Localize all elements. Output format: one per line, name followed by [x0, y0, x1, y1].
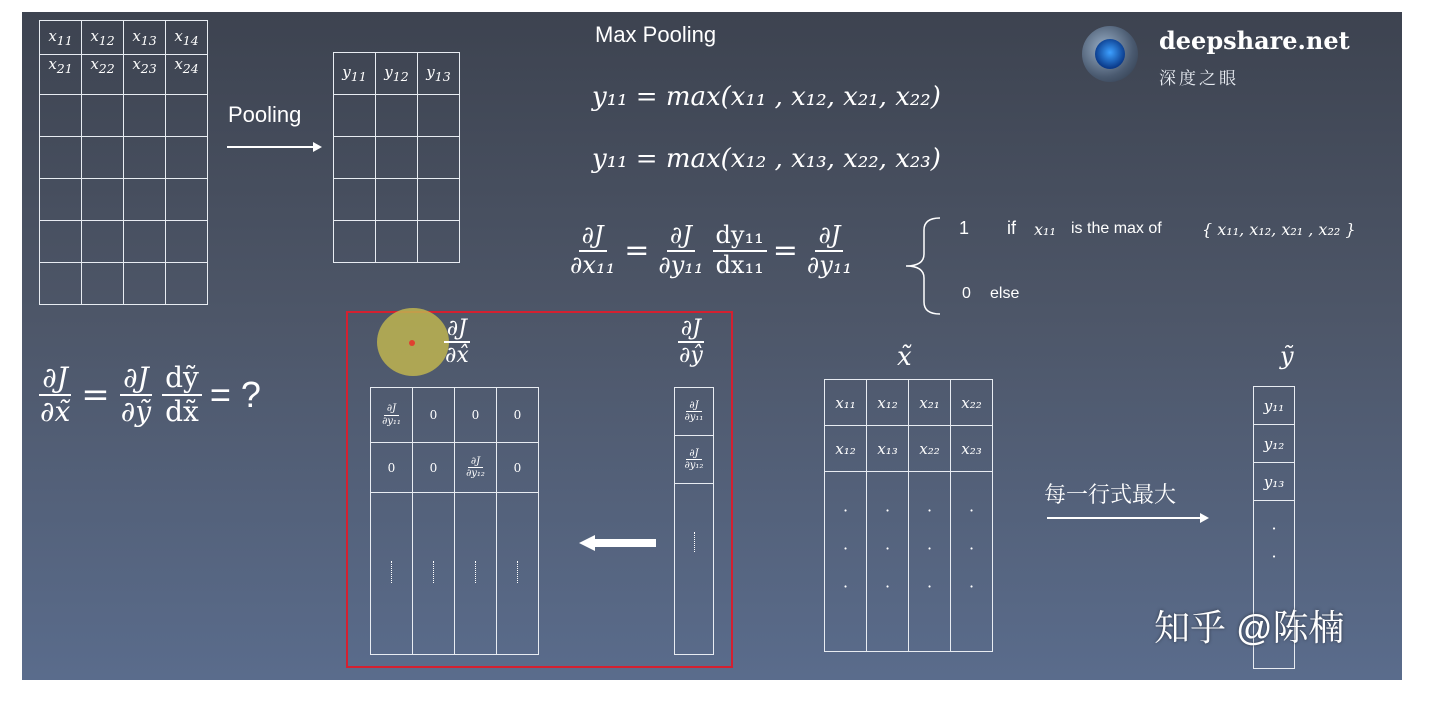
x-cell: $x_{11}$	[40, 21, 82, 55]
logo-subtitle: 深度之眼	[1159, 69, 1239, 88]
x-cell: $x_{13}$	[124, 21, 166, 55]
row-max-label: 每一行式最大	[1044, 482, 1177, 507]
xt-cell: x₂₂	[951, 380, 993, 426]
frac-dj-dy11-b: $\frac{\partial J}{\text{∂y₁₁}}$	[806, 221, 853, 279]
xt-cell: x₁₃	[867, 426, 909, 472]
pooling-arrow	[227, 146, 315, 148]
x-cell: $x_{24}$	[166, 55, 208, 95]
x-cell: $x_{12}$	[82, 21, 124, 55]
grad-y-cell: $\frac{\partial J}{\text{∂y₁₂}}$	[675, 436, 714, 484]
dx-hat-header: $\frac{\partial J}{\partial x̂}$	[445, 316, 469, 369]
derivative-equation: $\frac{\partial J}{\text{∂x₁₁}}$ = $\frac{\partial J}{\text{∂y₁₁}}$ $\frac{\text{dy₁₁}}{\text{dx₁₁}}$ = $\frac{\partial J}{\text{∂y₁₁}}$	[567, 222, 855, 279]
case2-text: else	[990, 285, 1020, 302]
x-cell: $x_{22}$	[82, 55, 124, 95]
case1-value: 1	[959, 218, 970, 238]
y-cell: $y_{11}$	[334, 53, 376, 95]
grad-cell: $\frac{\partial J}{\text{∂y₁₁}}$	[371, 388, 413, 443]
backprop-arrow	[594, 539, 656, 547]
vdots-cell	[675, 484, 714, 655]
watermark: 知乎 @陈楠	[1154, 607, 1345, 648]
grad-cell: 0	[497, 443, 539, 493]
frac-dyt-dxt: $\frac{\text{dỹ}}{dx̃}$	[162, 362, 202, 428]
y-tilde-label: ỹ	[1280, 342, 1294, 370]
gradient-column-y	[674, 387, 714, 655]
cases-brace	[902, 216, 942, 316]
frac-dy11-dx11: $\frac{\text{dy₁₁}}{\text{dx₁₁}}$	[713, 222, 767, 279]
vdots-cell	[413, 493, 455, 655]
vdots-cell	[455, 493, 497, 655]
pooling-arrow-head	[313, 142, 322, 152]
xt-cell: x₁₁	[825, 380, 867, 426]
frac-dj-dxt: $\frac{\partial J}{\partial x̃}$	[40, 361, 71, 429]
gradient-matrix-x	[370, 387, 539, 655]
xt-cell: x₂₁	[909, 380, 951, 426]
grad-cell: 0	[413, 388, 455, 443]
dy-hat-header: $\frac{\partial J}{\partial ŷ}$	[679, 316, 703, 369]
cursor-dot-icon	[409, 340, 415, 346]
vdots-cell	[497, 493, 539, 655]
dots-cell: · · ·	[951, 472, 993, 652]
dots-cell: · · ·	[867, 472, 909, 652]
logo-icon	[1082, 26, 1138, 82]
x-cell: $x_{21}$	[40, 55, 82, 95]
case1-text: is the max of	[1071, 220, 1162, 237]
output-matrix-y	[333, 52, 460, 263]
xt-cell: x₂₃	[951, 426, 993, 472]
x-tilde-label: x̃	[897, 342, 912, 372]
dots-cell: · · ·	[909, 472, 951, 652]
dots-cell: · · ·	[825, 472, 867, 652]
case1-set: { x₁₁, x₁₂, x₂₁ , x₂₂ }	[1202, 220, 1356, 239]
y-cell: $y_{12}$	[376, 53, 418, 95]
equation-1: y₁₁ = max(x₁₁ , x₁₂, x₂₁, x₂₂)	[592, 82, 941, 112]
equation-2: y₁₁ = max(x₁₂ , x₁₃, x₂₂, x₂₃)	[592, 144, 941, 174]
yt-cell: y₁₃	[1254, 463, 1295, 501]
case2-value: 0	[962, 285, 971, 302]
x-cell: $x_{14}$	[166, 21, 208, 55]
xt-cell: x₂₂	[909, 426, 951, 472]
slide-title: Max Pooling	[595, 22, 717, 47]
pooling-label: Pooling	[228, 102, 302, 127]
yt-cell: y₁₁	[1254, 387, 1295, 425]
logo-name: deepshare.net	[1159, 26, 1350, 55]
x-cell: $x_{23}$	[124, 55, 166, 95]
grad-cell: 0	[371, 443, 413, 493]
xt-cell: x₁₂	[867, 380, 909, 426]
input-matrix-x	[39, 20, 208, 305]
vdots-cell	[371, 493, 413, 655]
grad-cell: 0	[413, 443, 455, 493]
yt-cell: y₁₂	[1254, 425, 1295, 463]
row-max-arrow	[1047, 517, 1202, 519]
xt-cell: x₁₂	[825, 426, 867, 472]
dots-cell: · ·	[1254, 501, 1295, 669]
case1-if: if	[1007, 218, 1016, 238]
question-equation: $\frac{\partial J}{\partial x̃}$ = $\frac{\partial J}{\text{∂ỹ}}$ $\frac{\text{dỹ}}{dx̃}$ = ?	[37, 362, 261, 428]
frac-dj-dy11: $\frac{\partial J}{\text{∂y₁₁}}$	[658, 221, 704, 279]
grad-cell: $\frac{\partial J}{\text{∂y₁₂}}$	[455, 443, 497, 493]
row-max-arrow-head	[1200, 513, 1209, 523]
grad-cell: 0	[455, 388, 497, 443]
y-cell: $y_{13}$	[418, 53, 460, 95]
grad-cell: 0	[497, 388, 539, 443]
frac-dj-dx11: $\frac{\partial J}{\text{∂x₁₁}}$	[570, 221, 616, 279]
x-tilde-matrix	[824, 379, 993, 652]
backprop-arrow-head	[579, 535, 595, 551]
slide	[22, 12, 1402, 680]
frac-dj-dyt: $\frac{\partial J}{\text{∂ỹ}}$	[120, 361, 152, 429]
grad-y-cell: $\frac{\partial J}{\text{∂y₁₁}}$	[675, 388, 714, 436]
case1-var: x₁₁	[1034, 220, 1056, 239]
